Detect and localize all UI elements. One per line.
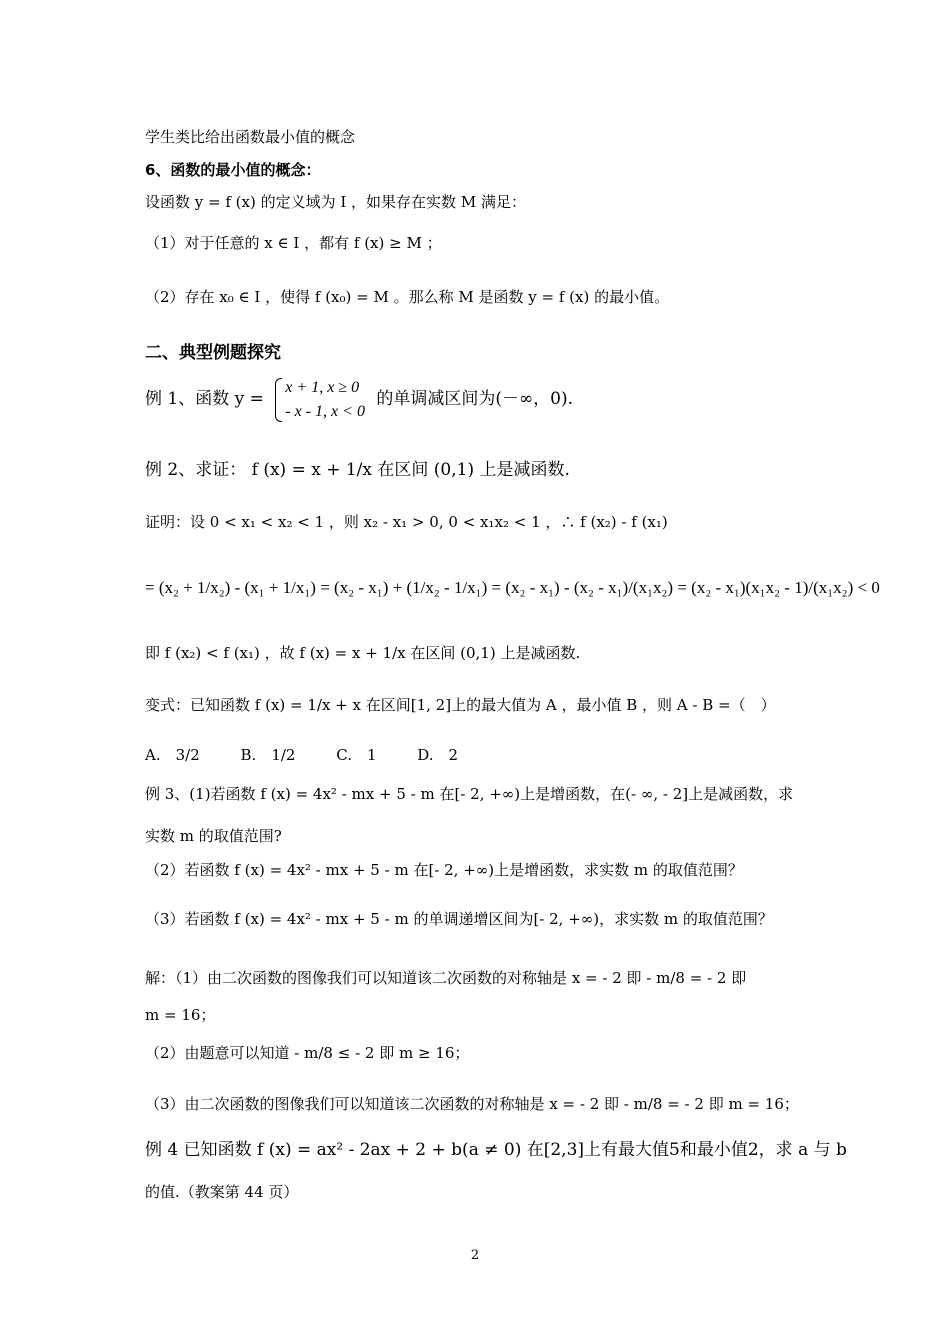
proof-setup: 证明：设 0 < x₁ < x₂ < 1 ，则 x₂ - x₁ > 0, 0 < x₁x₂ < 1 ，∴ f (x₂) - f (x₁) bbox=[145, 513, 668, 531]
section-heading-examples: 二、典型例题探究 bbox=[145, 343, 281, 363]
definition-line: 设函数 y = f (x) 的定义域为 I ，如果存在实数 M 满足： bbox=[145, 193, 526, 211]
piecewise-case-2: - x - 1, x < 0 bbox=[285, 402, 365, 420]
intro-sentence: 学生类比给出函数最小值的概念 bbox=[145, 128, 356, 146]
answer-options bbox=[145, 745, 458, 765]
option-b: B. 1/2 bbox=[240, 746, 296, 764]
option-d: D. 2 bbox=[417, 746, 459, 764]
solution-part-3: （3）由二次函数的图像我们可以知道该二次函数的对称轴是 x = - 2 即 - m/8 = - 2 即 m = 16； bbox=[145, 1095, 799, 1113]
example-4-cont: 的值.（教案第 44 页） bbox=[145, 1183, 299, 1201]
example-3-part-3: （3）若函数 f (x) = 4x² - mx + 5 - m 的单调递增区间为[- 2, +∞)，求实数 m 的取值范围？ bbox=[145, 910, 773, 928]
proof-derivation: = (x₂ + 1/x₂) - (x₁ + 1/x₁) = (x₂ - x₁) + (1/x₂ - 1/x₁) = (x₂ - x₁) - (x₂ - x₁)/(x₁x₂) = (x₂ - x₁)(x₁x₂ - 1)/(x₁x₂) < 0 bbox=[145, 578, 880, 597]
example-3-part-2: （2）若函数 f (x) = 4x² - mx + 5 - m 在[- 2, +∞)上是增函数，求实数 m 的取值范围？ bbox=[145, 861, 743, 879]
proof-conclusion: 即 f (x₂) < f (x₁) ，故 f (x) = x + 1/x 在区间 (0,1) 上是减函数. bbox=[145, 644, 581, 662]
page-number: 2 bbox=[470, 1248, 480, 1263]
piecewise-case-1: x + 1, x ≥ 0 bbox=[285, 378, 360, 396]
example-1-prefix: 例 1、函数 y = bbox=[145, 389, 264, 409]
piecewise-brace bbox=[275, 376, 365, 424]
example-3-part-1-cont: 实数 m 的取值范围? bbox=[145, 827, 282, 845]
solution-part-1-result: m = 16； bbox=[145, 1006, 216, 1024]
section-heading-min-value: 6、函数的最小值的概念： bbox=[145, 161, 321, 179]
variant-question: 变式：已知函数 f (x) = 1/x + x 在区间[1, 2]上的最大值为 A ，最小值 B ，则 A - B =（ ） bbox=[145, 696, 776, 714]
solution-part-1: 解：（1）由二次函数的图像我们可以知道该二次函数的对称轴是 x = - 2 即 - m/8 = - 2 即 bbox=[145, 969, 747, 987]
condition-2: （2）存在 x₀ ∈ I ，使得 f (x₀) = M 。那么称 M 是函数 y = f (x) 的最小值。 bbox=[145, 288, 670, 306]
example-4: 例 4 已知函数 f (x) = ax² - 2ax + 2 + b(a ≠ 0) 在[2,3]上有最大值5和最小值2，求 a 与 b bbox=[145, 1140, 847, 1160]
option-c: C. 1 bbox=[336, 746, 377, 764]
example-1 bbox=[145, 375, 573, 424]
solution-part-2: （2）由题意可以知道 - m/8 ≤ - 2 即 m ≥ 16； bbox=[145, 1044, 470, 1062]
option-a: A. 3/2 bbox=[145, 746, 200, 764]
example-1-suffix: 的单调减区间为(－∞，0). bbox=[376, 389, 574, 409]
condition-1: （1）对于任意的 x ∈ I ，都有 f (x) ≥ M ； bbox=[145, 234, 442, 252]
example-2: 例 2、求证： f (x) = x + 1/x 在区间 (0,1) 上是减函数. bbox=[145, 460, 570, 480]
example-3-part-1: 例 3、(1)若函数 f (x) = 4x² - mx + 5 - m 在[- 2, +∞)上是增函数，在(- ∞, - 2]上是减函数，求 bbox=[145, 785, 794, 803]
